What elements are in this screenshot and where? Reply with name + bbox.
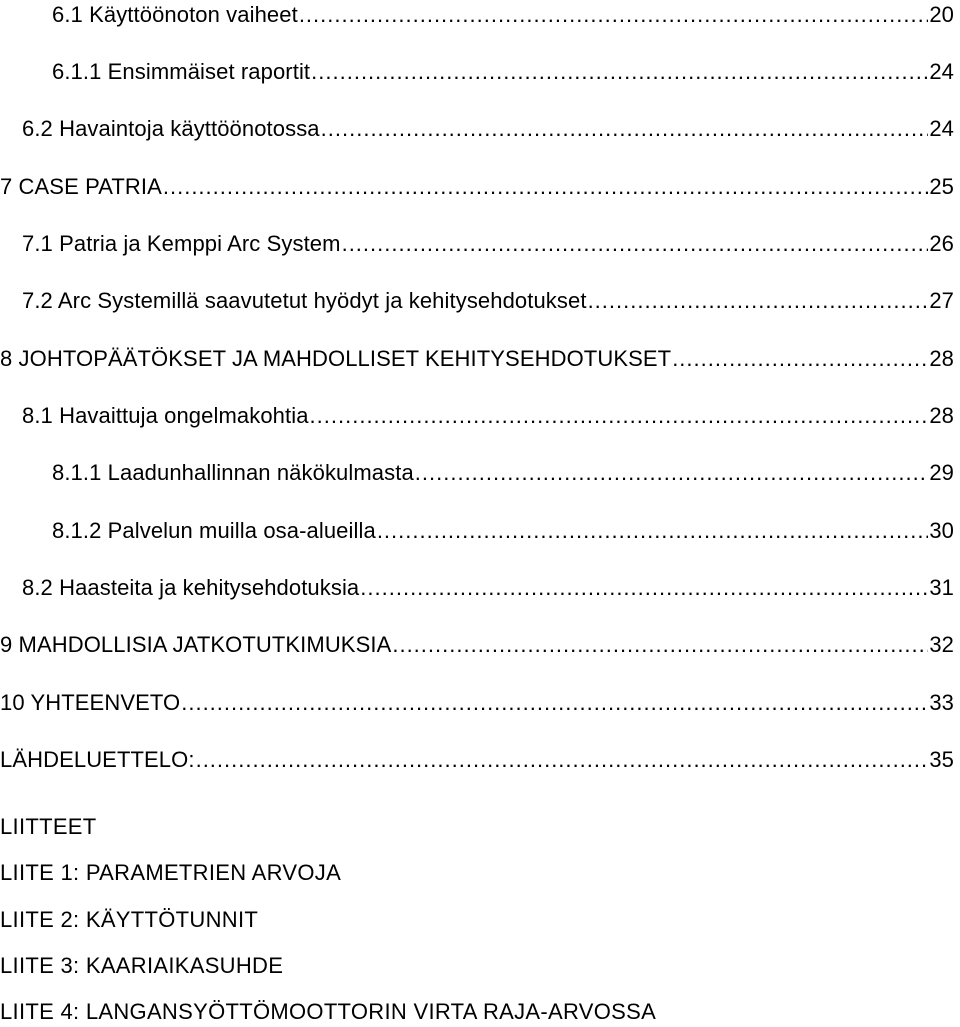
toc-entry-page: 29 bbox=[929, 460, 954, 485]
toc-entry-page: 30 bbox=[929, 518, 954, 543]
toc-dot-leader bbox=[299, 0, 929, 30]
toc-entry-title: 6.1 Käyttöönoton vaiheet bbox=[52, 2, 298, 27]
appendices-heading: LIITTEET bbox=[0, 814, 97, 839]
toc-entry-title: 7.2 Arc Systemillä saavutetut hyödyt ja kehitysehdotukset bbox=[22, 288, 587, 313]
toc-entry[interactable] bbox=[0, 57, 954, 87]
toc-dot-leader bbox=[311, 57, 928, 87]
toc-entry-title: 9 MAHDOLLISIA JATKOTUTKIMUKSIA bbox=[0, 632, 392, 657]
toc-entry-title: 8.1.1 Laadunhallinnan näkökulmasta bbox=[52, 460, 414, 485]
toc-entry-page: 27 bbox=[929, 288, 954, 313]
toc-entry[interactable] bbox=[0, 401, 954, 431]
toc-dot-leader bbox=[342, 229, 929, 259]
appendix-item: LIITE 1: PARAMETRIEN ARVOJA bbox=[0, 860, 342, 885]
toc-dot-leader bbox=[672, 344, 928, 374]
toc-entry[interactable] bbox=[0, 630, 954, 660]
toc-dot-leader bbox=[588, 286, 929, 316]
toc-entry[interactable] bbox=[0, 458, 954, 488]
toc-entry[interactable] bbox=[0, 229, 954, 259]
toc-dot-leader bbox=[392, 630, 928, 660]
toc-entry-page: 35 bbox=[929, 747, 954, 772]
toc-entry[interactable] bbox=[0, 688, 954, 718]
appendix-item: LIITE 3: KAARIAIKASUHDE bbox=[0, 953, 284, 978]
toc-entry-page: 28 bbox=[929, 346, 954, 371]
toc-dot-leader bbox=[321, 114, 929, 144]
toc-entry-title: 10 YHTEENVETO bbox=[0, 690, 181, 715]
toc-dot-leader bbox=[196, 745, 929, 775]
toc-entry[interactable] bbox=[0, 114, 954, 144]
toc-entry[interactable] bbox=[0, 286, 954, 316]
toc-entry[interactable] bbox=[0, 172, 954, 202]
toc-entry[interactable] bbox=[0, 0, 954, 30]
appendix-item: LIITE 4: LANGANSYÖTTÖMOOTTORIN VIRTA RAJA-ARVOSSA bbox=[0, 999, 657, 1024]
toc-dot-leader bbox=[310, 401, 929, 431]
toc-entry-title: 6.1.1 Ensimmäiset raportit bbox=[52, 59, 311, 84]
toc-entry-page: 24 bbox=[929, 116, 954, 141]
toc-entry-title: 8.1.2 Palvelun muilla osa-alueilla bbox=[52, 518, 376, 543]
toc-entry[interactable] bbox=[0, 573, 954, 603]
toc-entry-page: 33 bbox=[929, 690, 954, 715]
toc-entry[interactable] bbox=[0, 516, 954, 546]
toc-dot-leader bbox=[163, 172, 928, 202]
toc-entry-title: 7.1 Patria ja Kemppi Arc System bbox=[22, 231, 341, 256]
toc-entry-page: 25 bbox=[929, 174, 954, 199]
toc-entry-page: 26 bbox=[929, 231, 954, 256]
toc-entry[interactable] bbox=[0, 344, 954, 374]
toc-entry-title: 8.1 Havaittuja ongelmakohtia bbox=[22, 403, 309, 428]
toc-dot-leader bbox=[181, 688, 928, 718]
toc-entry-title: 8.2 Haasteita ja kehitysehdotuksia bbox=[22, 575, 360, 600]
toc-entry-page: 20 bbox=[929, 2, 954, 27]
toc-entry-title: 8 JOHTOPÄÄTÖKSET JA MAHDOLLISET KEHITYSEHDOTUKSET bbox=[0, 346, 672, 371]
toc-entry-page: 31 bbox=[929, 575, 954, 600]
toc-entry-title: LÄHDELUETTELO: bbox=[0, 747, 195, 772]
toc-dot-leader bbox=[415, 458, 929, 488]
toc-entry[interactable] bbox=[0, 745, 954, 775]
appendix-item: LIITE 2: KÄYTTÖTUNNIT bbox=[0, 907, 259, 932]
toc-dot-leader bbox=[377, 516, 929, 546]
toc-entry-page: 24 bbox=[929, 59, 954, 84]
toc-entry-title: 6.2 Havaintoja käyttöönotossa bbox=[22, 116, 320, 141]
toc-entry-page: 28 bbox=[929, 403, 954, 428]
toc-dot-leader bbox=[360, 573, 928, 603]
toc-entry-title: 7 CASE PATRIA bbox=[0, 174, 162, 199]
toc-entry-page: 32 bbox=[929, 632, 954, 657]
